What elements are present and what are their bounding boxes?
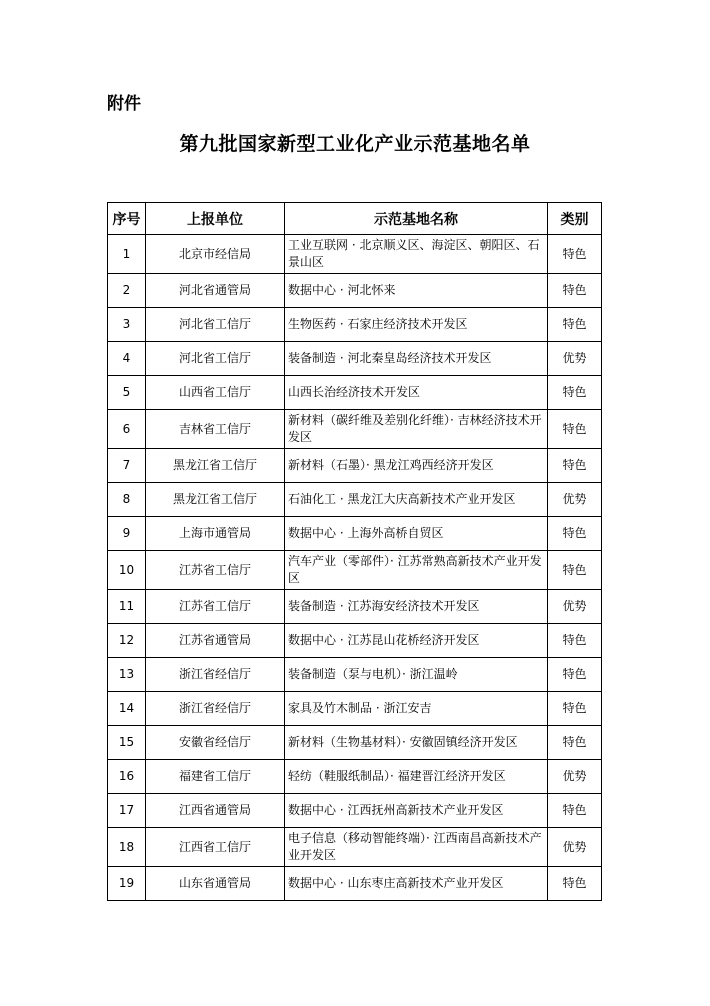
cell-type: 特色	[548, 692, 602, 726]
cell-no: 5	[108, 376, 146, 410]
cell-unit: 吉林省工信厅	[146, 410, 285, 449]
cell-unit: 浙江省经信厅	[146, 658, 285, 692]
cell-type: 特色	[548, 658, 602, 692]
cell-base-name: 数据中心 · 江西抚州高新技术产业开发区	[285, 794, 548, 828]
cell-type: 特色	[548, 867, 602, 901]
table-row	[108, 274, 602, 308]
table-row	[108, 760, 602, 794]
cell-unit: 河北省工信厅	[146, 342, 285, 376]
cell-base-name: 新材料（碳纤维及差别化纤维）· 吉林经济技术开发区	[285, 410, 548, 449]
cell-unit: 上海市通管局	[146, 517, 285, 551]
cell-base-name: 新材料（生物基材料）· 安徽固镇经济开发区	[285, 726, 548, 760]
cell-no: 11	[108, 590, 146, 624]
table-body	[108, 235, 602, 901]
cell-no: 3	[108, 308, 146, 342]
cell-type: 特色	[548, 794, 602, 828]
table-row	[108, 483, 602, 517]
cell-type: 优势	[548, 590, 602, 624]
cell-base-name: 家具及竹木制品 · 浙江安吉	[285, 692, 548, 726]
header-type: 类别	[548, 203, 602, 235]
cell-base-name: 数据中心 · 江苏昆山花桥经济开发区	[285, 624, 548, 658]
cell-base-name: 电子信息（移动智能终端）· 江西南昌高新技术产业开发区	[285, 828, 548, 867]
table-row	[108, 308, 602, 342]
cell-base-name: 新材料（石墨）· 黑龙江鸡西经济开发区	[285, 449, 548, 483]
demonstration-base-table	[107, 202, 602, 901]
table-row	[108, 726, 602, 760]
cell-unit: 江苏省通管局	[146, 624, 285, 658]
cell-unit: 河北省工信厅	[146, 308, 285, 342]
cell-type: 优势	[548, 760, 602, 794]
cell-no: 18	[108, 828, 146, 867]
table-row	[108, 517, 602, 551]
header-base-name: 示范基地名称	[285, 203, 548, 235]
table-row	[108, 449, 602, 483]
table-row	[108, 235, 602, 274]
cell-type: 特色	[548, 551, 602, 590]
cell-no: 1	[108, 235, 146, 274]
cell-no: 19	[108, 867, 146, 901]
cell-unit: 河北省通管局	[146, 274, 285, 308]
table-row	[108, 551, 602, 590]
cell-type: 特色	[548, 449, 602, 483]
table-row	[108, 624, 602, 658]
table-row	[108, 590, 602, 624]
cell-base-name: 生物医药 · 石家庄经济技术开发区	[285, 308, 548, 342]
cell-unit: 安徽省经信厅	[146, 726, 285, 760]
cell-type: 特色	[548, 410, 602, 449]
cell-base-name: 装备制造（泵与电机）· 浙江温岭	[285, 658, 548, 692]
cell-base-name: 汽车产业（零部件）· 江苏常熟高新技术产业开发区	[285, 551, 548, 590]
table-row	[108, 828, 602, 867]
table-row	[108, 342, 602, 376]
cell-type: 特色	[548, 726, 602, 760]
table-row	[108, 410, 602, 449]
table-row	[108, 794, 602, 828]
cell-type: 特色	[548, 517, 602, 551]
cell-no: 4	[108, 342, 146, 376]
cell-base-name: 装备制造 · 河北秦皇岛经济技术开发区	[285, 342, 548, 376]
table-row	[108, 867, 602, 901]
cell-unit: 江西省工信厅	[146, 828, 285, 867]
cell-no: 17	[108, 794, 146, 828]
cell-no: 9	[108, 517, 146, 551]
table-row	[108, 658, 602, 692]
cell-no: 2	[108, 274, 146, 308]
cell-base-name: 石油化工 · 黑龙江大庆高新技术产业开发区	[285, 483, 548, 517]
cell-base-name: 工业互联网 · 北京顺义区、海淀区、朝阳区、石景山区	[285, 235, 548, 274]
cell-unit: 浙江省经信厅	[146, 692, 285, 726]
cell-no: 16	[108, 760, 146, 794]
cell-type: 特色	[548, 624, 602, 658]
cell-type: 特色	[548, 376, 602, 410]
cell-no: 10	[108, 551, 146, 590]
cell-unit: 北京市经信局	[146, 235, 285, 274]
cell-unit: 江苏省工信厅	[146, 590, 285, 624]
cell-no: 15	[108, 726, 146, 760]
cell-base-name: 轻纺（鞋服纸制品）· 福建晋江经济开发区	[285, 760, 548, 794]
cell-unit: 山西省工信厅	[146, 376, 285, 410]
cell-no: 13	[108, 658, 146, 692]
cell-base-name: 山西长治经济技术开发区	[285, 376, 548, 410]
header-no: 序号	[108, 203, 146, 235]
cell-unit: 江西省通管局	[146, 794, 285, 828]
document-title: 第九批国家新型工业化产业示范基地名单	[179, 133, 531, 155]
cell-type: 特色	[548, 235, 602, 274]
header-unit: 上报单位	[146, 203, 285, 235]
cell-base-name: 数据中心 · 上海外高桥自贸区	[285, 517, 548, 551]
cell-type: 优势	[548, 828, 602, 867]
cell-type: 优势	[548, 483, 602, 517]
table-header-row	[108, 203, 602, 235]
cell-unit: 黑龙江省工信厅	[146, 483, 285, 517]
cell-unit: 黑龙江省工信厅	[146, 449, 285, 483]
cell-type: 优势	[548, 342, 602, 376]
table-row	[108, 376, 602, 410]
cell-unit: 福建省工信厅	[146, 760, 285, 794]
cell-unit: 江苏省工信厅	[146, 551, 285, 590]
cell-no: 12	[108, 624, 146, 658]
cell-base-name: 数据中心 · 河北怀来	[285, 274, 548, 308]
cell-no: 6	[108, 410, 146, 449]
cell-type: 特色	[548, 274, 602, 308]
cell-no: 8	[108, 483, 146, 517]
cell-unit: 山东省通管局	[146, 867, 285, 901]
cell-no: 14	[108, 692, 146, 726]
cell-base-name: 装备制造 · 江苏海安经济技术开发区	[285, 590, 548, 624]
cell-type: 特色	[548, 308, 602, 342]
cell-base-name: 数据中心 · 山东枣庄高新技术产业开发区	[285, 867, 548, 901]
cell-no: 7	[108, 449, 146, 483]
attachment-label: 附件	[107, 94, 141, 114]
table-row	[108, 692, 602, 726]
